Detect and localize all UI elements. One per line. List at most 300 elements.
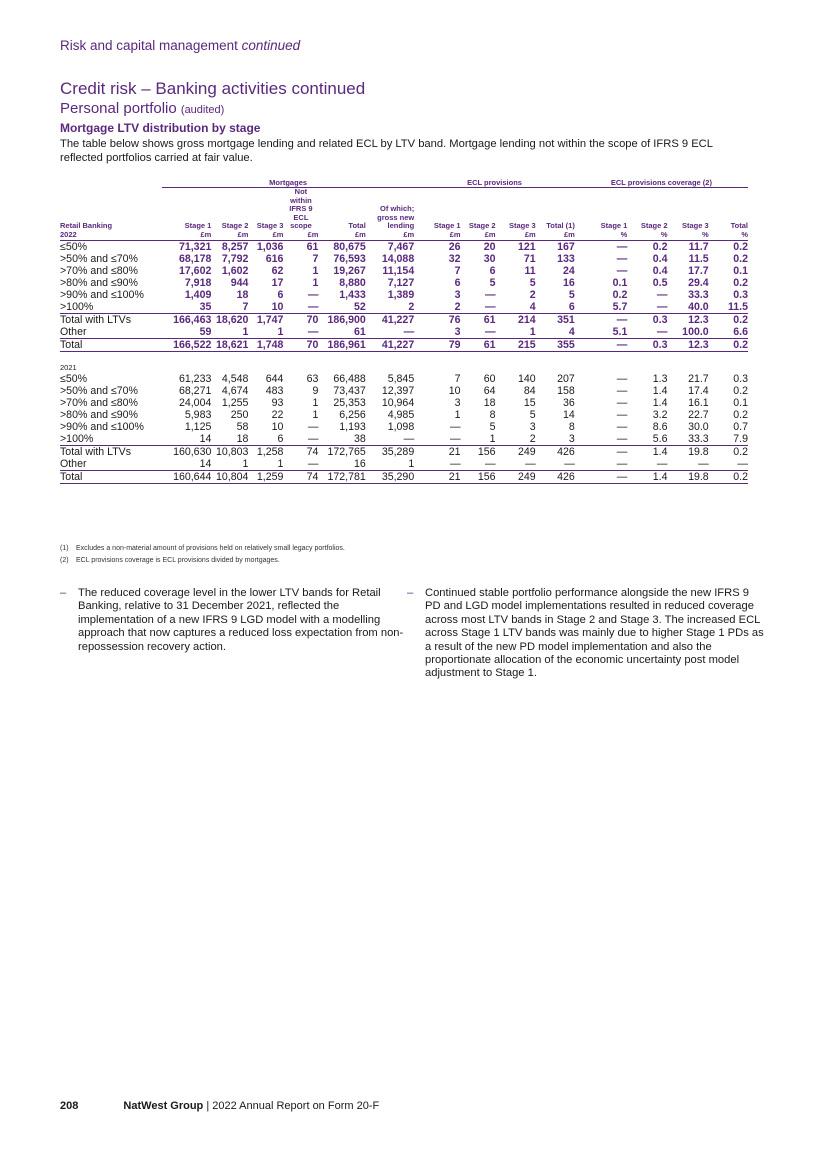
row-label: Total [60, 338, 162, 351]
table-cell: 9 [312, 384, 319, 397]
col-header: Stage 1 [600, 221, 628, 230]
table-row [60, 313, 748, 326]
table-cell: 1,125 [184, 420, 212, 433]
table-cell: 7,792 [221, 252, 249, 265]
table-cell: 140 [518, 372, 536, 385]
table-cell: 121 [518, 240, 536, 253]
table-cell: — [616, 396, 628, 409]
table-cell: 1,602 [221, 264, 249, 277]
table-cell: 4,985 [387, 408, 415, 421]
table-cell: 6 [489, 264, 496, 277]
col-header: Stage 3 [256, 221, 284, 230]
table-cell: — [484, 288, 496, 301]
table-cell: 160,644 [162, 470, 211, 483]
table-cell: 61 [483, 313, 496, 326]
year-label-2021: 2021 [60, 362, 77, 372]
table-cell: 5 [489, 276, 496, 289]
table-cell: 11.5 [709, 301, 748, 314]
table-cell: 10,964 [381, 396, 415, 409]
row-label: >90% and ≤100% [60, 420, 144, 433]
table-cell: 10,803 [216, 445, 249, 458]
table-cell: 351 [557, 313, 575, 326]
table-cell: 12.3 [688, 313, 709, 326]
table-cell: 40.0 [668, 301, 709, 314]
table-cell: 1 [312, 408, 319, 421]
col-unit: £m [461, 231, 496, 241]
table-cell: 1.4 [627, 470, 667, 483]
table-cell: 12,397 [381, 384, 415, 397]
table-cell: 5.6 [627, 433, 667, 446]
table-cell: 3 [454, 288, 461, 301]
table-cell: 76 [448, 313, 461, 326]
table-cell: 207 [557, 372, 575, 385]
table-cell: 18 [236, 288, 249, 301]
table-cell: — [616, 457, 628, 470]
table-cell: 426 [557, 445, 575, 458]
column-header-row [60, 188, 748, 231]
table-cell: 214 [518, 313, 536, 326]
table-cell: 80,675 [333, 240, 366, 253]
group-header-row [60, 176, 748, 188]
table-cell: 19,267 [333, 264, 366, 277]
table-cell: 16 [563, 276, 575, 289]
table-cell: 14 [199, 457, 212, 470]
table-cell: — [484, 325, 496, 338]
table-cell: 1 [408, 457, 415, 470]
table-cell: 4 [568, 325, 575, 338]
table-cell: 0.3 [652, 313, 668, 326]
table-cell: 71 [523, 252, 536, 265]
table-cell: 41,227 [381, 313, 415, 326]
table-cell: 62 [271, 264, 284, 277]
table-cell: 0.1 [733, 264, 748, 277]
table-cell: 18 [211, 433, 248, 446]
table-cell: 79 [414, 338, 460, 351]
col-header: Stage 3 [682, 221, 709, 230]
table-row [60, 253, 748, 265]
col-header: Total (1) [546, 221, 575, 230]
col-header: Stage 2 [221, 221, 249, 230]
table-cell: 160,630 [173, 445, 212, 458]
table-cell: 5 [489, 420, 496, 433]
row-label: ≤50% [60, 372, 88, 385]
table-cell: 21 [448, 445, 461, 458]
table-cell: 11.7 [688, 240, 709, 253]
table-cell: 61 [461, 338, 496, 351]
table-cell: — [414, 433, 460, 446]
table-row [60, 289, 748, 301]
table-cell: — [449, 420, 461, 433]
table-cell: 2 [529, 288, 536, 301]
table-cell: 426 [536, 470, 575, 483]
table-cell: 6 [277, 288, 284, 301]
table-cell: — [656, 457, 668, 470]
table-cell: 61 [306, 240, 319, 253]
footer-separator: | [203, 1100, 213, 1112]
table-row [60, 373, 748, 385]
table-cell: 644 [265, 372, 284, 385]
table-cell: — [737, 457, 748, 470]
table-cell: — [616, 264, 628, 277]
table-row [60, 277, 748, 289]
col-header: Of which; gross new lending [377, 204, 415, 230]
table-cell: 16.1 [688, 396, 709, 409]
row-label: ≤50% [60, 240, 88, 253]
table-row [60, 470, 748, 483]
col-unit: £m [318, 231, 365, 241]
table-cell: 71,321 [178, 240, 212, 253]
year-label-2022: 2022 [60, 231, 162, 241]
table-cell: 1,433 [339, 288, 366, 301]
col-unit: £m [162, 231, 211, 241]
table-cell: 38 [318, 433, 365, 446]
company-name: NatWest Group [123, 1100, 204, 1112]
table-cell: 10,804 [211, 470, 248, 483]
table-cell: 100.0 [682, 325, 709, 338]
table-cell: — [307, 325, 319, 338]
table-cell: 11.5 [688, 252, 709, 265]
table-cell: — [616, 240, 628, 253]
col-header: Stage 1 [433, 221, 461, 230]
table-cell: 52 [318, 301, 365, 314]
table-cell: 616 [265, 252, 284, 265]
table-row [60, 338, 748, 351]
table-cell: 63 [306, 372, 319, 385]
table-cell: 4,674 [221, 384, 249, 397]
table-cell: 5,983 [184, 408, 212, 421]
table-cell: 3 [454, 396, 461, 409]
table-cell: 133 [557, 252, 575, 265]
row-label: >70% and ≤80% [60, 396, 138, 409]
table-cell: 7 [312, 252, 319, 265]
table-cell: 61,233 [178, 372, 212, 385]
table-cell: 18 [483, 396, 496, 409]
table-cell: — [616, 313, 628, 326]
table-cell: 0.2 [733, 252, 748, 265]
table-cell: 1.3 [652, 372, 668, 385]
subtitle-note: (audited) [180, 104, 225, 116]
col-unit: £m [366, 231, 414, 241]
row-label: Total [60, 470, 162, 483]
table-cell: 249 [496, 470, 536, 483]
col-header: Stage 2 [640, 221, 668, 230]
table-cell: 68,271 [178, 384, 212, 397]
col-unit: £m [211, 231, 248, 241]
table-cell: 73,437 [333, 384, 366, 397]
table-cell: — [616, 420, 628, 433]
table-cell: 0.2 [733, 276, 748, 289]
row-label: >70% and ≤80% [60, 264, 138, 277]
page-number: 208 [60, 1100, 79, 1112]
table-cell: 36 [563, 396, 575, 409]
table-cell: 11,154 [382, 264, 415, 277]
table-cell: 6 [536, 301, 575, 314]
table-cell: 0.2 [709, 470, 748, 483]
table-cell: 64 [483, 384, 496, 397]
table-cell: 1 [242, 457, 249, 470]
table-cell: 172,765 [327, 445, 366, 458]
table-cell: 6,256 [339, 408, 366, 421]
table-cell: 0.2 [733, 408, 748, 421]
table-cell: 17 [271, 276, 284, 289]
table-cell: 35,290 [366, 470, 414, 483]
table-row [60, 240, 748, 253]
table-row [60, 385, 748, 397]
table-cell: 1,258 [256, 445, 284, 458]
table-cell: 7.9 [709, 433, 748, 446]
col-header: Total [348, 221, 366, 230]
table-cell: 0.2 [733, 384, 748, 397]
table-cell: — [525, 457, 536, 470]
table-cell: 7,127 [387, 276, 415, 289]
commentary-bullet [60, 587, 410, 654]
table-cell: 0.4 [652, 264, 668, 277]
col-header: Stage 3 [509, 221, 536, 230]
table-cell: 10 [271, 420, 284, 433]
table-cell: 16 [353, 457, 366, 470]
bullet-dash: – [407, 587, 414, 599]
table-cell: 17.7 [688, 264, 709, 277]
table-row [60, 409, 748, 421]
table-cell: 93 [271, 396, 284, 409]
table-cell: 172,781 [318, 470, 365, 483]
table-cell: 1,747 [256, 313, 284, 326]
report-name: 2022 Annual Report on Form 20-F [212, 1100, 380, 1112]
table-cell: 12.3 [668, 338, 709, 351]
table-cell: 41,227 [366, 338, 414, 351]
table-cell: — [575, 470, 628, 483]
table-cell: — [616, 408, 628, 421]
table-cell: 10 [448, 384, 461, 397]
table-cell: 25,353 [333, 396, 366, 409]
col-unit: £m [536, 231, 575, 241]
table-cell: 19.8 [688, 445, 709, 458]
table-cell: 186,900 [327, 313, 366, 326]
table-cell: 7 [454, 372, 461, 385]
col-unit: % [668, 231, 709, 241]
table-row [60, 433, 748, 446]
table-cell: 215 [496, 338, 536, 351]
table-cell: 84 [523, 384, 536, 397]
table-cell: — [698, 457, 709, 470]
table-cell: 1,259 [248, 470, 283, 483]
table-body-2021 [60, 373, 748, 484]
table-cell: 24,004 [178, 396, 212, 409]
group-ecl-provisions: ECL provisions [414, 176, 575, 188]
table-cell: 74 [283, 470, 318, 483]
group-mortgages: Mortgages [162, 176, 414, 188]
subtitle-text: Personal portfolio [60, 100, 177, 117]
table-cell: 944 [230, 276, 249, 289]
table-cell: 4,548 [221, 372, 249, 385]
table-cell: 1 [277, 325, 284, 338]
table-cell: 0.2 [733, 240, 748, 253]
table-cell: 158 [557, 384, 575, 397]
table-cell: 7 [454, 264, 461, 277]
table-title: Mortgage LTV distribution by stage [60, 121, 261, 135]
col-header: Total [730, 221, 748, 230]
row-label: >50% and ≤70% [60, 252, 138, 265]
page-footer [60, 1100, 379, 1112]
mortgage-ltv-table [60, 176, 748, 484]
table-cell: 22 [271, 408, 284, 421]
table-cell: 0.2 [652, 240, 668, 253]
table-cell: 1.4 [652, 384, 668, 397]
col-unit: % [627, 231, 667, 241]
table-cell: 3 [529, 420, 536, 433]
table-cell: 1.4 [652, 396, 668, 409]
table-cell: 1,036 [256, 240, 284, 253]
table-cell: 0.2 [733, 445, 748, 458]
table-cell: 3.2 [652, 408, 668, 421]
table-cell: 32 [448, 252, 461, 265]
table-cell: 14 [563, 408, 575, 421]
table-cell: 15 [523, 396, 536, 409]
table-cell: — [656, 288, 668, 301]
table-cell: 5 [529, 276, 536, 289]
table-cell: — [484, 457, 496, 470]
table-cell: 1,389 [387, 288, 415, 301]
table-cell: 5 [568, 288, 575, 301]
table-cell: 17.4 [688, 384, 709, 397]
table-cell: 1 [312, 276, 319, 289]
table-cell: 166,522 [162, 338, 211, 351]
table-cell: — [307, 457, 319, 470]
footnote: (1) Excludes a non-material amount of provisions held on relatively small legacy portfolios. [60, 545, 345, 552]
table-cell: 0.2 [733, 313, 748, 326]
year-2021-separator [60, 351, 748, 373]
row-label: >80% and ≤90% [60, 276, 138, 289]
table-cell: 61 [353, 325, 366, 338]
table-cell: 156 [477, 445, 496, 458]
intro-paragraph: The table below shows gross mortgage lending and related ECL by LTV band. Mortgage lending not within the scope of IFRS 9 ECL reflected portfolios carried at fair value. [60, 138, 713, 164]
table-cell: 5.1 [612, 325, 628, 338]
table-cell: 8,880 [339, 276, 366, 289]
bullet-text: The reduced coverage level in the lower LTV bands for Retail Banking, relative to 31 December 2021, reflected the implementation of a new IFRS 9 LGD model with a modelling approach that now captures a reduced loss expectation from non-repossession recovery action. [78, 587, 404, 653]
unit-row [60, 231, 748, 241]
table-cell: 24 [563, 264, 575, 277]
table-cell: 30 [483, 252, 496, 265]
table-cell: — [575, 338, 628, 351]
row-label: >100% [60, 433, 162, 446]
row-label: Other [60, 325, 87, 338]
section-header [60, 38, 300, 53]
table-cell: 1 [277, 457, 284, 470]
table-cell: 58 [236, 420, 249, 433]
table-cell: — [307, 420, 319, 433]
table-cell: 59 [199, 325, 212, 338]
col-unit: £m [248, 231, 283, 241]
table-cell: 29.4 [688, 276, 709, 289]
table-cell: 0.1 [612, 276, 628, 289]
row-label: >90% and ≤100% [60, 288, 144, 301]
table-row [60, 458, 748, 471]
table-cell: 35 [162, 301, 211, 314]
table-cell: 1 [312, 396, 319, 409]
footnote: (2) ECL provisions coverage is ECL provisions divided by mortgages. [60, 557, 280, 564]
table-cell: 186,961 [318, 338, 365, 351]
table-cell: 14,088 [381, 252, 415, 265]
table-cell: 21 [414, 470, 460, 483]
table-cell: 76,593 [333, 252, 366, 265]
table-cell: 10 [248, 301, 283, 314]
table-cell: — [283, 433, 318, 446]
table-cell: 0.3 [627, 338, 667, 351]
table-cell: 1,748 [248, 338, 283, 351]
table-cell: — [449, 457, 461, 470]
table-row [60, 421, 748, 433]
table-cell: 4 [496, 301, 536, 314]
col-unit: % [575, 231, 628, 241]
table-cell: 74 [306, 445, 319, 458]
table-cell: 0.3 [733, 372, 748, 385]
table-cell: 483 [265, 384, 284, 397]
table-cell: — [616, 384, 628, 397]
bullet-dash: – [60, 587, 67, 599]
table-cell: 14 [162, 433, 211, 446]
table-cell: 8 [568, 420, 575, 433]
table-row [60, 301, 748, 314]
table-cell: 5.7 [575, 301, 628, 314]
table-cell: 2 [414, 301, 460, 314]
table-cell: 3 [454, 325, 461, 338]
table-cell: 1,098 [387, 420, 415, 433]
table-cell: — [627, 301, 667, 314]
table-cell: 33.3 [688, 288, 709, 301]
table-cell: 355 [536, 338, 575, 351]
table-cell: — [656, 325, 668, 338]
table-cell: 0.4 [652, 252, 668, 265]
table-cell: 1,255 [221, 396, 249, 409]
table-cell: 11 [524, 264, 536, 277]
table-row [60, 265, 748, 277]
table-cell: 22.7 [688, 408, 709, 421]
table-row [60, 445, 748, 458]
table-cell: 8.6 [652, 420, 668, 433]
table-cell: 1,409 [184, 288, 212, 301]
table-cell: 7,918 [184, 276, 212, 289]
table-cell: 66,488 [333, 372, 366, 385]
table-cell: 60 [483, 372, 496, 385]
col-header: Not within IFRS 9 ECL scope [289, 187, 313, 230]
table-cell: — [564, 457, 575, 470]
col-unit: £m [414, 231, 460, 241]
table-cell: 6 [454, 276, 461, 289]
table-cell: — [307, 288, 319, 301]
table-cell: 35,289 [381, 445, 415, 458]
table-cell: 5 [529, 408, 536, 421]
table-cell: 250 [230, 408, 249, 421]
table-cell: 0.2 [709, 338, 748, 351]
page-subtitle [60, 100, 224, 117]
table-cell: — [616, 445, 628, 458]
table-cell: 1 [242, 325, 249, 338]
table-cell: 5,845 [387, 372, 415, 385]
group-ecl-coverage: ECL provisions coverage (2) [575, 176, 748, 188]
table-cell: 6 [248, 433, 283, 446]
table-cell: 20 [483, 240, 496, 253]
table-cell: 0.5 [652, 276, 668, 289]
table-row [60, 397, 748, 409]
table-cell: 3 [536, 433, 575, 446]
page-title: Credit risk – Banking activities continued [60, 79, 366, 98]
table-cell: 1 [461, 433, 496, 446]
row-label: Total with LTVs [60, 313, 132, 326]
row-label: >50% and ≤70% [60, 384, 138, 397]
section-suffix: continued [241, 38, 301, 53]
table-body-2022 [60, 240, 748, 351]
row-label: Total with LTVs [60, 445, 132, 458]
